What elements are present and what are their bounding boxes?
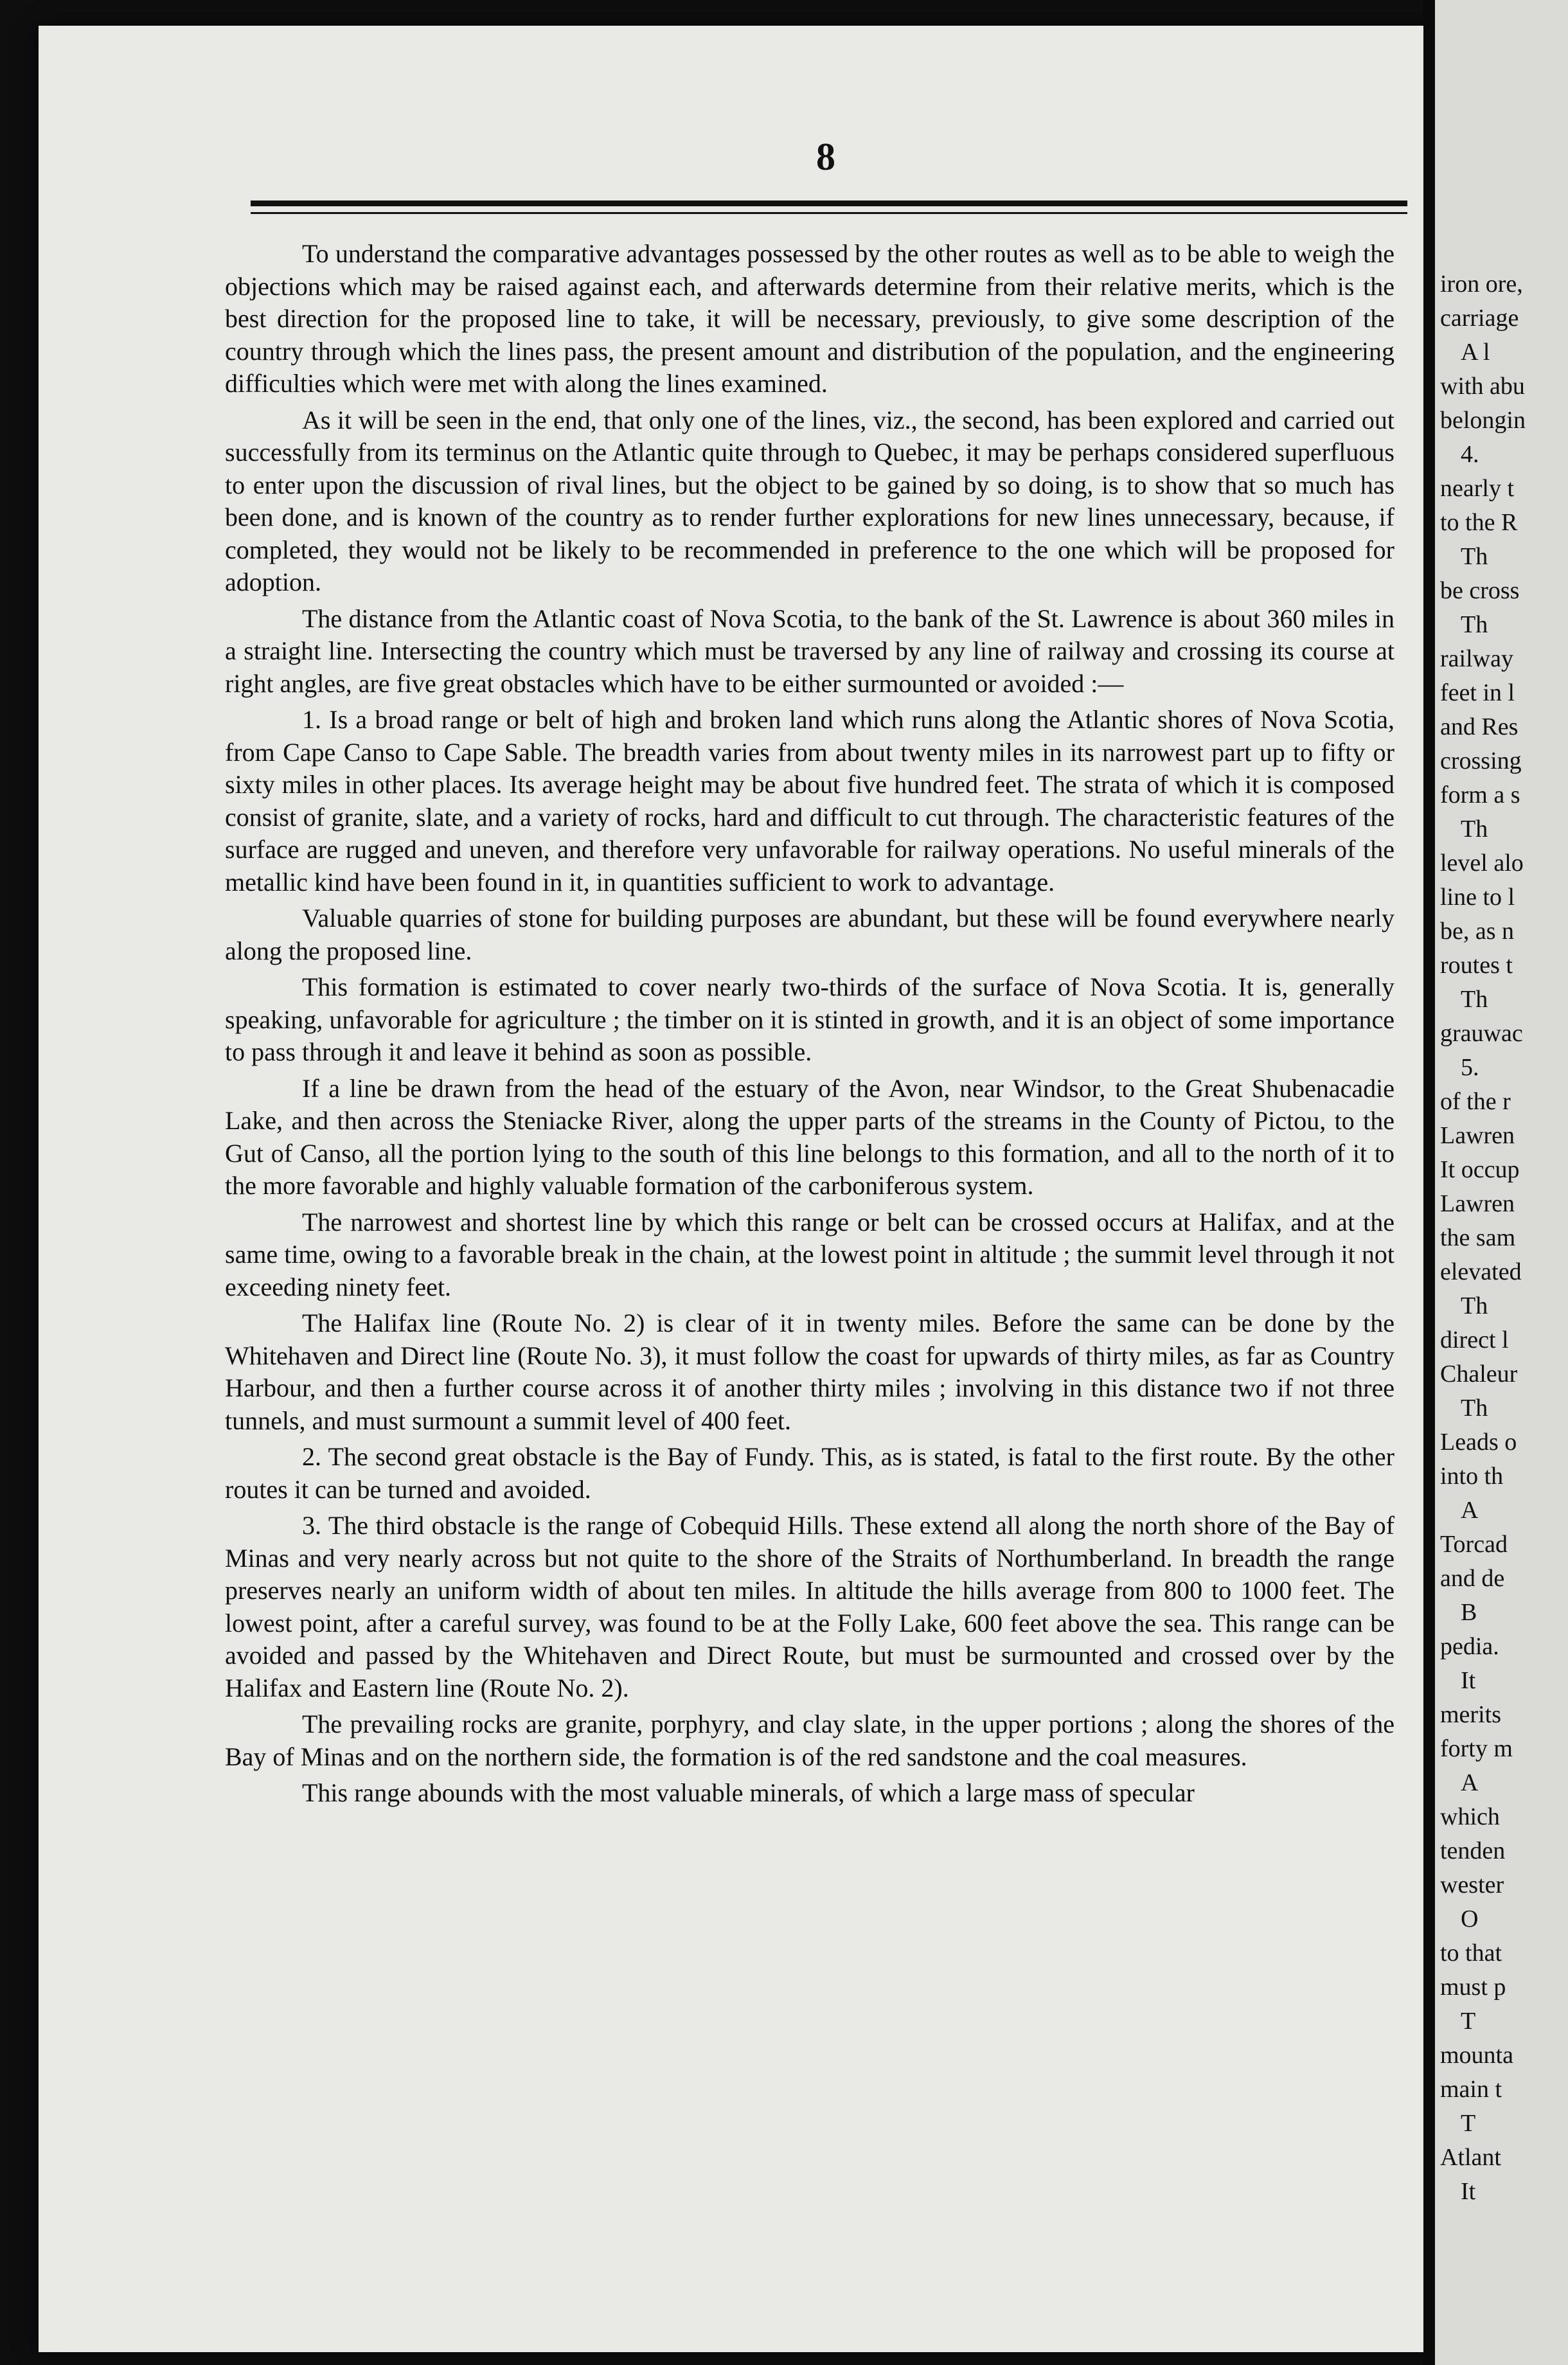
paragraph: As it will be seen in the end, that only one of the lines, viz., the second, has been explored and carried out successfully from its terminus on the Atlantic quite through to Quebec, it may be perhaps considered superfluous to enter upon the discussion of rival lines, but the object to be gained by so doing, is to show that so much has been done, and is known of the country as to render further explorations for new lines unnecessary, because, if completed, they would not be likely to be recommended in preference to the one which will be proposed for adoption. [225, 405, 1394, 596]
adjacent-page-fragment: Lawren [1440, 1122, 1515, 1149]
adjacent-page-fragment: A [1461, 1769, 1479, 1796]
adjacent-page-fragment: belongin [1440, 407, 1526, 434]
adjacent-page-fragment: mounta [1440, 2042, 1513, 2069]
adjacent-page-fragment: routes t [1440, 952, 1513, 979]
paragraph: To understand the comparative advantages possessed by the other routes as well as to be able to weigh the objections which may be raised against each, and afterwards determine from their relative merits, which is the best direction for the proposed line to take, it will be necessary, previously, to give some description of the country through which the lines pass, the present amount and distribution of the population, and the engineering difficulties which were met with along the lines examined. [225, 239, 1394, 398]
page-number: 8 [816, 136, 835, 178]
adjacent-page-fragment: forty m [1440, 1735, 1513, 1762]
adjacent-page-fragment: Leads o [1440, 1429, 1517, 1456]
adjacent-page-fragment: Atlant [1440, 2144, 1501, 2171]
adjacent-page-fragment: Th [1461, 611, 1488, 638]
adjacent-page-fragment: O [1461, 1905, 1479, 1932]
adjacent-page-fragment: grauwac [1440, 1020, 1523, 1047]
adjacent-page-fragment: Torcad [1440, 1531, 1508, 1558]
adjacent-page-fragment: B [1461, 1599, 1477, 1626]
paragraph: If a line be drawn from the head of the estuary of the Avon, near Windsor, to the Great Shubenacadie Lake, and then across the Steniacke River, along the upper parts of the streams in the County of Pictou, to the Gut of Canso, all the portion lying to the south of this line belongs to this formation, and all to the north of it to the more favorable and highly valuable formation of the carboniferous system. [225, 1073, 1394, 1200]
adjacent-page-fragment: Th [1461, 1292, 1488, 1319]
scan-left-border [0, 0, 39, 2365]
adjacent-page-fragment: carriage [1440, 305, 1519, 332]
adjacent-page-fragment: feet in l [1440, 679, 1515, 706]
paragraph: 3. The third obstacle is the range of Cobequid Hills. These extend all along the north shore of the Bay of Minas and very nearly across but not quite to the shore of the Straits of Northumberland. In breadth the range preserves nearly an uniform width of about ten miles. In altitude the hills average from 800 to 1000 feet. The lowest point, after a careful survey, was found to be at the Folly Lake, 600 feet above the sea. This range can be avoided and passed by the Whitehaven and Direct Route, but must be surmounted and crossed over by the Halifax and Eastern line (Route No. 2). [225, 1511, 1394, 1702]
adjacent-page-fragment: form a s [1440, 781, 1520, 808]
adjacent-page-fragment: of the r [1440, 1088, 1511, 1115]
paragraph: Valuable quarries of stone for building purposes are abundant, but these will be found everywhere nearly along the proposed line. [225, 904, 1394, 965]
adjacent-page-fragment: main t [1440, 2076, 1502, 2103]
adjacent-page-fragment: into th [1440, 1463, 1504, 1490]
adjacent-page-fragment: Th [1461, 1395, 1488, 1422]
adjacent-page-fragment: It occup [1440, 1156, 1520, 1183]
adjacent-page-fragment: pedia. [1440, 1633, 1499, 1660]
adjacent-page-fragment: railway [1440, 645, 1513, 672]
adjacent-page-fragment: to the R [1440, 509, 1518, 536]
adjacent-page-fragment: be, as n [1440, 918, 1515, 945]
adjacent-page-fragment: tenden [1440, 1837, 1506, 1864]
adjacent-page-fragment: to that [1440, 1940, 1502, 1967]
adjacent-page-fragment: Th [1461, 543, 1488, 570]
header-rule-thin [251, 212, 1407, 214]
adjacent-page-fragment: which [1440, 1803, 1500, 1830]
paragraph: The prevailing rocks are granite, porphyry, and clay slate, in the upper portions ; along the shores of the Bay of Minas and on the northern side, the formation is of the red sandstone and the coal measures. [225, 1709, 1394, 1771]
adjacent-page-fragment: T [1461, 2110, 1476, 2137]
adjacent-page-fragment: iron ore, [1440, 271, 1523, 298]
adjacent-page-fragment: 5. [1461, 1054, 1479, 1081]
adjacent-page-fragment: direct l [1440, 1326, 1509, 1353]
adjacent-page-fragment: and de [1440, 1565, 1505, 1592]
adjacent-page-fragment: Chaleur [1440, 1361, 1518, 1388]
adjacent-page-fragment: and Res [1440, 713, 1519, 740]
paragraph: The Halifax line (Route No. 2) is clear of it in twenty miles. Before the same can be done by the Whitehaven and Direct line (Route No. 3), it must follow the coast for upwards of thirty miles, as far as Country Harbour, and then a further course across it of another thirty miles ; involving in this distance two if not three tunnels, and must surmount a summit level of 400 feet. [225, 1308, 1394, 1435]
body-text [225, 238, 1394, 1814]
adjacent-page-fragment: A l [1461, 339, 1490, 366]
adjacent-page-fragment: nearly t [1440, 475, 1515, 502]
adjacent-page-fragment: must p [1440, 1974, 1506, 2001]
paragraph: 1. Is a broad range or belt of high and broken land which runs along the Atlantic shores of Nova Scotia, from Cape Canso to Cape Sable. The breadth varies from about twenty miles in its narrowest part up to fifty or sixty miles in other places. Its average height may be about five hundred feet. The strata of which it is composed consist of granite, slate, and a variety of rocks, hard and difficult to cut through. The characteristic features of the surface are rugged and uneven, and therefore very unfavorable for railway operations. No useful minerals of the metallic kind have been found in it, in quantities sufficient to work to advantage. [225, 705, 1394, 897]
paragraph: The distance from the Atlantic coast of Nova Scotia, to the bank of the St. Lawrence is about 360 miles in a straight line. Intersecting the country which must be traversed by any line of railway and crossing its course at right angles, are five great obstacles which have to be either surmounted or avoided :— [225, 603, 1394, 698]
adjacent-page-fragment: elevated [1440, 1258, 1522, 1285]
adjacent-page-fragment: Lawren [1440, 1190, 1515, 1217]
adjacent-page-edge [1435, 0, 1568, 2365]
adjacent-page-fragment: be cross [1440, 577, 1520, 604]
paragraph: This formation is estimated to cover nearly two-thirds of the surface of Nova Scotia. It is, generally speaking, unfavorable for agriculture ; the timber on it is stinted in growth, and it is an object of some importance to pass through it and leave it behind as soon as possible. [225, 972, 1394, 1066]
adjacent-page-fragment: Th [1461, 986, 1488, 1013]
paragraph: The narrowest and shortest line by which this range or belt can be crossed occurs at Halifax, and at the same time, owing to a favorable break in the chain, at the lowest point in altitude ; the summit level through it not exceeding ninety feet. [225, 1207, 1394, 1301]
adjacent-page-fragment: merits [1440, 1701, 1501, 1728]
adjacent-page-fragment: wester [1440, 1871, 1504, 1898]
adjacent-page-fragment: crossing [1440, 747, 1522, 774]
book-gutter [1423, 0, 1435, 2365]
paragraph: 2. The second great obstacle is the Bay of Fundy. This, as is stated, is fatal to the first route. By the other routes it can be turned and avoided. [225, 1442, 1394, 1504]
adjacent-page-fragment: Th [1461, 816, 1488, 843]
adjacent-page-fragment: with abu [1440, 373, 1525, 400]
adjacent-page-fragment: the sam [1440, 1224, 1516, 1251]
adjacent-page-fragment: It [1461, 1667, 1476, 1694]
header-rule-thick [251, 201, 1407, 206]
paragraph: This range abounds with the most valuable minerals, of which a large mass of specular [302, 1778, 1195, 1807]
adjacent-page-fragment: line to l [1440, 884, 1515, 911]
adjacent-page-fragment: A [1461, 1497, 1479, 1524]
adjacent-page-fragment: level alo [1440, 850, 1524, 877]
adjacent-page-fragment: 4. [1461, 441, 1479, 468]
adjacent-page-fragment: T [1461, 2008, 1476, 2035]
adjacent-page-fragment: It [1461, 2178, 1476, 2205]
